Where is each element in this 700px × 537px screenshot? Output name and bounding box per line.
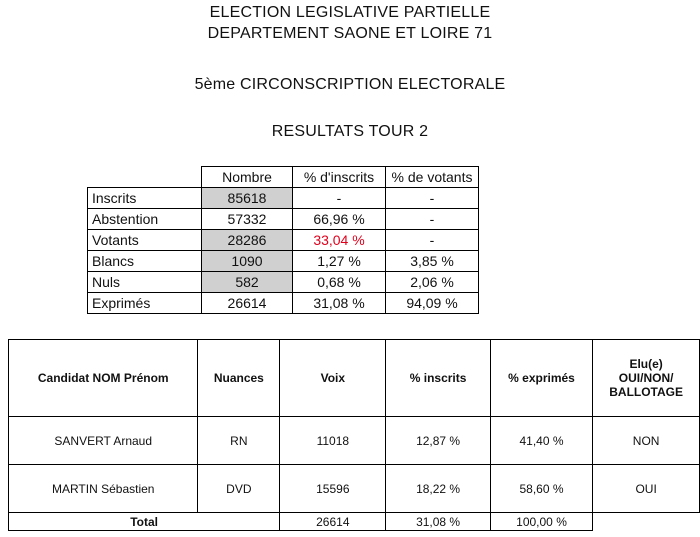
total-row — [9, 513, 700, 531]
summary-table — [87, 166, 479, 314]
total-pct-inscrits: 31,08 % — [386, 513, 490, 531]
candidate-name: MARTIN Sébastien — [9, 465, 198, 513]
table-row — [9, 465, 700, 513]
total-pct-exprimes: 100,00 % — [490, 513, 593, 531]
summary-row-abstention — [88, 209, 479, 230]
row-pct-votants: 3,85 % — [386, 251, 479, 272]
row-label: Exprimés — [88, 293, 202, 314]
row-label: Votants — [88, 230, 202, 251]
row-nombre: 26614 — [202, 293, 293, 314]
tour-title: RESULTATS TOUR 2 — [271, 123, 429, 140]
row-label: Nuls — [88, 272, 202, 293]
summary-row-votants — [88, 230, 479, 251]
candidate-nuance: DVD — [198, 465, 280, 513]
header-nuances: Nuances — [198, 340, 280, 417]
table-row — [9, 417, 700, 465]
header-elu-line1: Elu(e) — [629, 357, 663, 371]
header-voix: Voix — [280, 340, 386, 417]
candidate-pct-exprimes: 58,60 % — [490, 465, 593, 513]
candidate-voix: 11018 — [280, 417, 386, 465]
row-pct-inscrits: 66,96 % — [293, 209, 386, 230]
department-title: DEPARTEMENT SAONE ET LOIRE 71 — [207, 25, 493, 42]
results-header-row — [9, 340, 700, 417]
header-pct-inscrits: % inscrits — [386, 340, 490, 417]
candidate-nuance: RN — [198, 417, 280, 465]
header-nombre: Nombre — [202, 167, 293, 188]
header-pct-inscrits: % d'inscrits — [293, 167, 386, 188]
total-label: Total — [9, 513, 280, 531]
row-pct-inscrits: 0,68 % — [293, 272, 386, 293]
results-table — [8, 339, 700, 531]
row-pct-votants: - — [386, 230, 479, 251]
row-nombre: 582 — [202, 272, 293, 293]
summary-header-row — [88, 167, 479, 188]
candidate-pct-inscrits: 18,22 % — [386, 465, 490, 513]
header-pct-votants: % de votants — [386, 167, 479, 188]
row-pct-inscrits: - — [293, 188, 386, 209]
header-elu — [593, 340, 700, 417]
candidate-name: SANVERT Arnaud — [9, 417, 198, 465]
total-empty — [593, 513, 700, 531]
summary-row-nuls — [88, 272, 479, 293]
row-label: Inscrits — [88, 188, 202, 209]
candidate-voix: 15596 — [280, 465, 386, 513]
row-nombre: 28286 — [202, 230, 293, 251]
header-elu-line2: OUI/NON/ — [618, 371, 674, 385]
candidate-pct-exprimes: 41,40 % — [490, 417, 593, 465]
total-voix: 26614 — [280, 513, 386, 531]
summary-row-exprimes — [88, 293, 479, 314]
row-pct-inscrits: 1,27 % — [293, 251, 386, 272]
row-pct-inscrits: 31,08 % — [293, 293, 386, 314]
row-nombre: 1090 — [202, 251, 293, 272]
summary-corner — [88, 167, 202, 188]
row-pct-inscrits-highlight: 33,04 % — [293, 230, 386, 251]
candidate-pct-inscrits: 12,87 % — [386, 417, 490, 465]
circonscription-title: 5ème CIRCONSCRIPTION ELECTORALE — [194, 76, 506, 93]
candidate-elu: NON — [593, 417, 700, 465]
row-nombre: 85618 — [202, 188, 293, 209]
row-pct-votants: 94,09 % — [386, 293, 479, 314]
header-elu-line3: BALLOTAGE — [609, 385, 684, 399]
election-title: ELECTION LEGISLATIVE PARTIELLE — [209, 4, 491, 21]
row-pct-votants: 2,06 % — [386, 272, 479, 293]
row-label: Abstention — [88, 209, 202, 230]
summary-row-blancs — [88, 251, 479, 272]
row-nombre: 57332 — [202, 209, 293, 230]
row-label: Blancs — [88, 251, 202, 272]
candidate-elu: OUI — [593, 465, 700, 513]
summary-row-inscrits — [88, 188, 479, 209]
row-pct-votants: - — [386, 188, 479, 209]
row-pct-votants: - — [386, 209, 479, 230]
header-pct-exprimes: % exprimés — [490, 340, 593, 417]
header-candidat: Candidat NOM Prénom — [9, 340, 198, 417]
